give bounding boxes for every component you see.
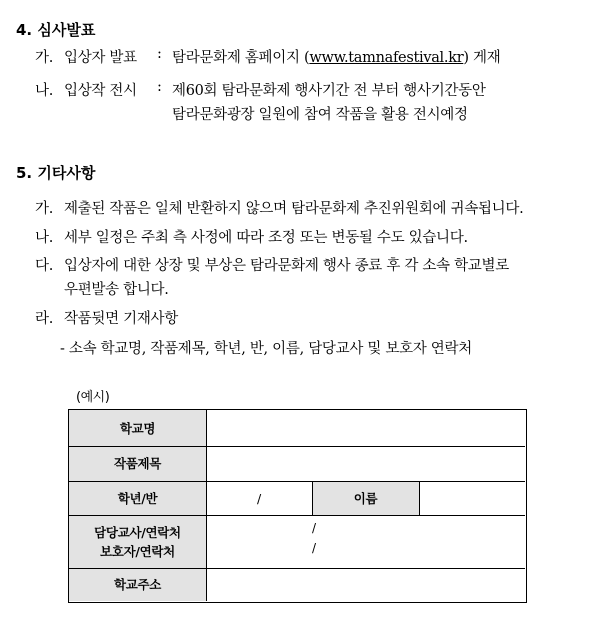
school-address-field[interactable] — [206, 568, 525, 601]
notice-item-back-info — [0, 307, 593, 327]
section-5-heading: 5. 기타사항 — [16, 164, 96, 182]
artwork-title-field[interactable] — [206, 446, 525, 481]
column-divider — [206, 410, 207, 601]
value-prefix: 탐라문화제 홈페이지 ( — [172, 50, 310, 66]
back-info-fields: - 소속 학교명, 작품제목, 학년, 반, 이름, 담당교사 및 보호자 연락처 — [60, 341, 472, 357]
notice-item-awards-continued: 우편발송 합니다. — [64, 282, 169, 298]
notice-item-schedule — [0, 226, 593, 246]
row-divider — [69, 446, 525, 447]
guardian-contact-header: 보호자/연락처 — [100, 543, 175, 559]
item-marker: 나. — [35, 83, 54, 99]
item-value: 제60회 탐라문화제 행사기간 전 부터 행사기간동안 — [172, 83, 486, 99]
item-marker: 가. — [35, 50, 54, 66]
grade-class-header: 학년/반 — [69, 481, 206, 515]
item-colon: : — [157, 79, 162, 95]
notice-item-return — [0, 197, 593, 217]
item-text: 입상자에 대한 상장 및 부상은 탐라문화제 행사 종료 후 각 소속 학교별로 — [64, 258, 509, 274]
contact-field[interactable] — [206, 515, 525, 568]
contact-header — [69, 515, 206, 568]
guardian-contact-separator: / — [312, 541, 317, 555]
teacher-contact-header: 담당교사/연락처 — [94, 524, 181, 540]
item-text: 작품뒷면 기재사항 — [64, 311, 178, 327]
column-divider — [312, 481, 313, 515]
item-marker: 나. — [35, 230, 54, 246]
item-text: 세부 일정은 주최 측 사정에 따라 조정 또는 변동될 수도 있습니다. — [64, 230, 468, 246]
row-divider — [69, 481, 525, 482]
festival-website-link[interactable]: www.tamnafestival.kr — [309, 50, 464, 66]
school-address-header: 학교주소 — [69, 568, 206, 601]
item-marker: 다. — [35, 258, 54, 274]
section-4-heading: 4. 심사발표 — [16, 21, 96, 39]
artwork-title-header: 작품제목 — [69, 446, 206, 481]
school-name-field[interactable] — [206, 410, 525, 446]
notice-item-awards — [0, 254, 593, 274]
student-name-field[interactable] — [419, 481, 525, 515]
item-marker: 가. — [35, 201, 54, 217]
student-name-header: 이름 — [312, 481, 419, 515]
value-suffix: ) 게재 — [463, 50, 501, 66]
grade-class-separator: / — [257, 490, 261, 506]
exhibition-item — [0, 79, 593, 99]
item-text: 제출된 작품은 일체 반환하지 않으며 탐라문화제 추진위원회에 귀속됩니다. — [64, 201, 524, 217]
item-label: 입상자 발표 — [64, 50, 137, 66]
column-divider — [419, 481, 420, 515]
example-label: (예시) — [76, 390, 110, 405]
item-colon: : — [157, 46, 162, 62]
row-divider — [69, 515, 525, 516]
example-form-table — [68, 409, 527, 603]
announcement-item — [0, 46, 593, 66]
grade-class-field[interactable] — [206, 481, 312, 515]
item-label: 입상작 전시 — [64, 83, 137, 99]
exhibition-item-continued: 탐라문화광장 일원에 참여 작품을 활용 전시예정 — [172, 107, 468, 123]
teacher-contact-separator: / — [312, 521, 317, 535]
school-name-header: 학교명 — [69, 410, 206, 446]
row-divider — [69, 568, 525, 569]
item-marker: 라. — [35, 311, 54, 327]
item-value — [172, 46, 500, 67]
